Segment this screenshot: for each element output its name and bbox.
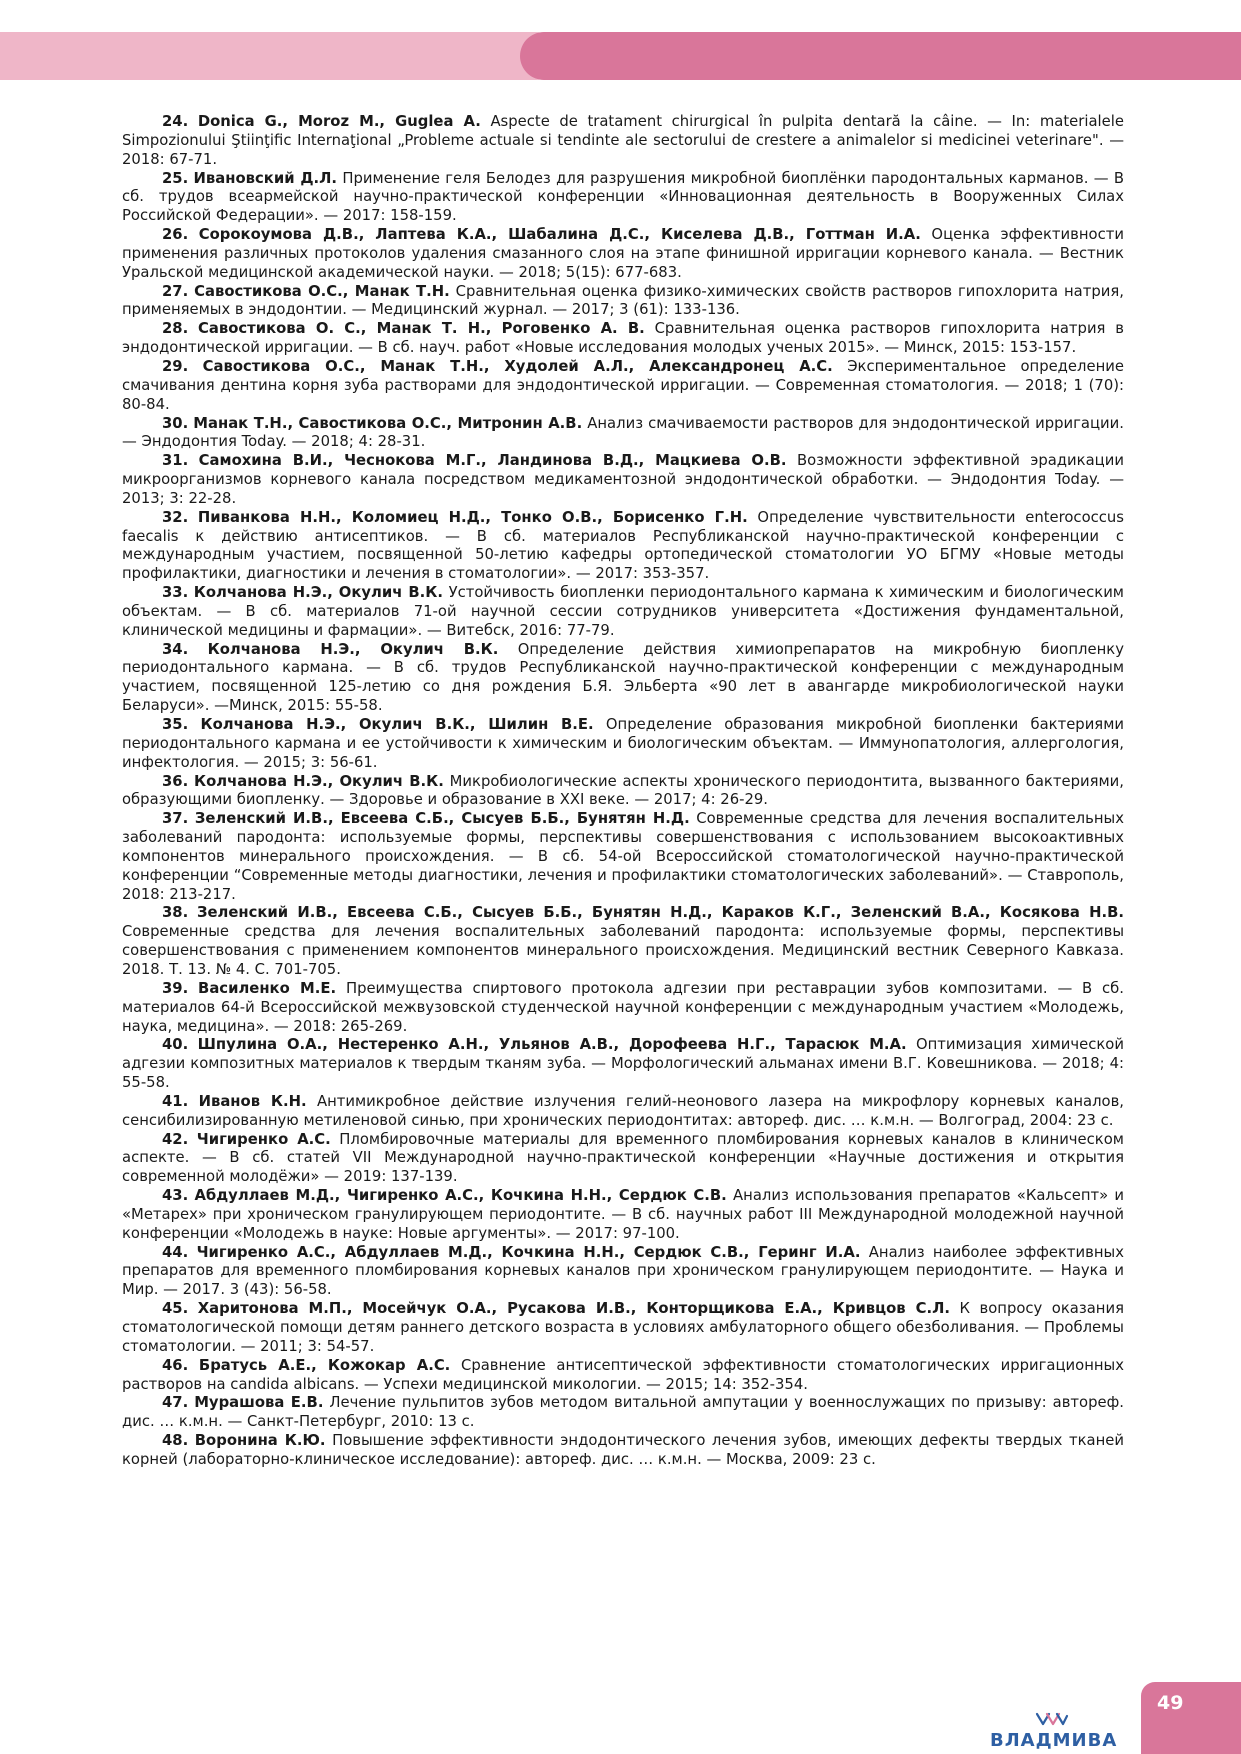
reference-number: 34. (162, 640, 189, 658)
reference-number: 25. (162, 169, 189, 187)
reference-number: 28. (162, 320, 189, 338)
reference-text: Сравнительная оценка физико-химических свойств растворов гипохлорита натрия, применяемых в эндодонтии. — Медицинский журнал. — 2017; 3 (61): 133-136. (122, 282, 1124, 319)
reference-text: Антимикробное действие излучения гелий-неонового лазера на микрофлору корневых каналов, сенсибилизированную метиленовой синью, при хронических периодонтитах: автореф. дис. … к.м.н. — Волгоград, 2004: 23 с. (122, 1092, 1125, 1129)
reference-number: 33. (162, 584, 189, 602)
reference-number: 35. (162, 716, 189, 733)
reference-authors: Сорокоумова Д.В., Лаптева К.А., Шабалина Д.С., Киселева Д.В., Готтман И.А. (198, 226, 921, 244)
reference-authors: Мурашова Е.В. (194, 1394, 324, 1412)
header-band-dark (520, 32, 1241, 80)
reference-item (122, 509, 1124, 584)
reference-text: Устойчивость биопленки периодонтального кармана к химическим и биологическим объектам. — В сб. материалов 71-ой научной сессии сотрудников университета «Достижения фундаментальной, клинической медицины и фармации». — Витебск, 2016: 77-79. (122, 584, 1124, 639)
reference-authors: Манак Т.Н., Савостикова О.С., Митронин А.В. (193, 414, 583, 432)
reference-item (122, 320, 1124, 358)
reference-number: 46. (162, 1356, 189, 1374)
reference-number: 44. (162, 1243, 189, 1261)
reference-authors: Зеленский И.В., Евсеева С.Б., Сысуев Б.Б., Бунятян Н.Д., Караков К.Г., Зеленский В.А., Косякова Н.В. (196, 904, 1124, 922)
reference-item (122, 641, 1124, 716)
reference-item (122, 358, 1124, 415)
reference-authors: Василенко М.Е. (198, 979, 337, 997)
reference-number: 47. (162, 1394, 189, 1412)
reference-authors: Ивановский Д.Л. (193, 169, 338, 187)
reference-item (122, 113, 1124, 170)
reference-text: Aspecte de tratament chirurgical în pulpita dentară la câine. — In: materialele Simpozionului Ştiinţific Internaţional „Probleme actuale si tendinte ale sectorului de crestere a animalelor si medicinei veterinare". — 2018: 67-71. (122, 113, 1124, 168)
reference-item (122, 980, 1124, 1037)
reference-text: Преимущества спиртового протокола адгезии при реставрации зубов композитами. — В сб. материалов 64-й Всероссийской межвузовской студенческой научной конференции с международным участием «Молодежь, наука, медицина». — 2018: 265-269. (122, 979, 1124, 1035)
reference-number: 40. (162, 1036, 189, 1054)
reference-text: Определение образования микробной биопленки бактериями периодонтального кармана и ее устойчивости к химическим и биологическим объектам. — Иммунопатология, аллергология, инфектология. — 2015; 3: 56-61. (122, 716, 1124, 771)
page-number-badge (1141, 1682, 1241, 1754)
reference-item (122, 1432, 1124, 1470)
reference-item (122, 1394, 1124, 1432)
reference-number: 39. (162, 979, 189, 997)
reference-number: 24. (162, 113, 189, 130)
reference-number: 45. (162, 1300, 189, 1318)
reference-authors: Колчанова Н.Э., Окулич В.К. (193, 772, 444, 790)
reference-authors: Савостикова О.С., Манак Т.Н. (194, 282, 450, 300)
reference-text: Применение геля Белодез для разрушения микробной биоплёнки пародонтальных карманов. — В сб. трудов всеармейской научно-практической конференции «Инновационная деятельность в Вооруженных Силах Российской Федерации». — 2017: 158-159. (122, 169, 1124, 225)
reference-item (122, 452, 1124, 509)
reference-number: 37. (162, 810, 189, 828)
reference-text: Пломбировочные материалы для временного пломбирования корневых каналов в клиническом аспекте. — В сб. статей VII Международной научно-практической конференции «Научные достижения и открытия современной молодёжи» — 2019: 137-139. (122, 1130, 1124, 1186)
reference-text: Анализ наиболее эффективных препаратов для временного пломбирования корневых каналов при хроническом гранулирующем периодонтите. — Наука и Мир. — 2017. 3 (43): 56-58. (122, 1243, 1124, 1299)
reference-text: Современные средства для лечения воспалительных заболеваний пародонта: используемые формы, перспективы совершенствования с применением компонентов минерального происхождения. Медицинский вестник Северного Кавказа. 2018. Т. 13. № 4. С. 701-705. (122, 923, 1124, 978)
reference-text: Оценка эффективности применения различных протоколов удаления смазанного слоя на этапе финишной ирригации корневого канала. — Вестник Уральской медицинской академической науки. — 2018; 5(15): 677-683. (122, 226, 1124, 281)
reference-number: 31. (162, 452, 189, 470)
reference-authors: Чигиренко А.С., Абдуллаев М.Д., Кочкина Н.Н., Сердюк С.В., Геринг И.А. (196, 1243, 861, 1261)
reference-item (122, 283, 1124, 321)
reference-item (122, 1244, 1124, 1301)
reference-number: 30. (162, 414, 189, 432)
reference-text: Микробиологические аспекты хронического периодонтита, вызванного бактериями, образующими биопленку. — Здоровье и образование в XXI веке. — 2017; 4: 26-29. (122, 772, 1124, 809)
reference-text: К вопросу оказания стоматологической помощи детям раннего детского возраста в условиях амбулаторного общего обезболивания. — Проблемы стоматологии. — 2011; 3: 54-57. (122, 1300, 1124, 1355)
reference-item (122, 904, 1124, 979)
reference-authors: Братусь А.Е., Кожокар А.С. (198, 1356, 451, 1374)
reference-item (122, 1300, 1124, 1357)
reference-item (122, 1357, 1124, 1395)
reference-number: 36. (162, 772, 189, 790)
reference-text: Анализ использования препаратов «Кальсепт» и «Метарех» при хроническом гранулирующем периодонтите. — В сб. научных работ III Международной молодежной научной конференции «Молодежь в науке: Новые аргументы». — 2017: 97-100. (122, 1187, 1124, 1242)
reference-authors: Колчанова Н.Э., Окулич В.К., Шилин В.Е. (200, 716, 594, 733)
reference-number: 26. (162, 226, 189, 244)
reference-authors: Самохина В.И., Чеснокова М.Г., Ландинова В.Д., Мацкиева О.В. (198, 452, 787, 470)
reference-text: Сравнительная оценка растворов гипохлорита натрия в эндодонтической ирригации. — В сб. науч. работ «Новые исследования молодых ученых 2015». — Минск, 2015: 153-157. (122, 320, 1124, 357)
reference-authors: Колчанова Н.Э., Окулич В.К. (207, 640, 499, 658)
reference-authors: Donica G., Moroz M., Guglea A. (197, 113, 481, 130)
reference-text: Повышение эффективности эндодонтического лечения зубов, имеющих дефекты твердых тканей корней (лабораторно-клиническое исследование): автореф. дис. … к.м.н. — Москва, 2009: 23 с. (122, 1432, 1125, 1468)
reference-authors: Воронина К.Ю. (194, 1432, 326, 1450)
reference-item (122, 773, 1124, 811)
reference-authors: Абдуллаев М.Д., Чигиренко А.С., Кочкина Н.Н., Сердюк С.В. (194, 1187, 727, 1205)
reference-text: Лечение пульпитов зубов методом витальной ампутации у военнослужащих по призыву: автореф. дис. … к.м.н. — Санкт-Петербург, 2010: 13 с. (122, 1394, 1124, 1431)
reference-list (122, 113, 1124, 1470)
reference-authors: Зеленский И.В., Евсеева С.Б., Сысуев Б.Б., Бунятян Н.Д. (194, 810, 690, 828)
reference-item (122, 584, 1124, 641)
reference-number: 32. (162, 508, 189, 526)
reference-authors: Шпулина О.А., Нестеренко А.Н., Ульянов А.В., Дорофеева Н.Г., Тарасюк М.А. (197, 1036, 907, 1054)
reference-authors: Савостикова О. С., Манак Т. Н., Роговенко А. В. (198, 320, 645, 338)
reference-number: 27. (162, 282, 189, 300)
reference-authors: Колчанова Н.Э., Окулич В.К. (193, 584, 444, 602)
reference-number: 48. (162, 1432, 189, 1450)
reference-text: Современные средства для лечения воспалительных заболеваний пародонта: используемые формы, перспективы совершенствования с использованием высокоактивных компонентов минерального происхождения. — В сб. 54-ой Всероссийской стоматологической научно-практической конференции “Современные методы диагностики, лечения и профилактики стоматологических заболеваний». — Ставрополь, 2018: 213-217. (122, 810, 1124, 903)
reference-number: 29. (162, 357, 189, 375)
reference-item (122, 1187, 1124, 1244)
reference-authors: Харитонова М.П., Мосейчук О.А., Русакова И.В., Конторщикова Е.А., Кривцов С.Л. (197, 1300, 950, 1318)
reference-text: Возможности эффективной эрадикации микроорганизмов корневого канала посредством медикаментозной эндодонтической обработки. — Эндодонтия Today. — 2013; 3: 22-28. (122, 452, 1124, 507)
reference-text: Сравнение антисептической эффективности стоматологических ирригационных растворов на candida albicans. — Успехи медицинской микологии. — 2015; 14: 352-354. (122, 1356, 1124, 1393)
reference-number: 38. (162, 904, 189, 922)
reference-text: Оптимизация химической адгезии композитных материалов к твердым тканям зуба. — Морфологический альманах имени В.Г. Ковешникова. — 2018; 4: 55-58. (122, 1036, 1124, 1092)
reference-item (122, 810, 1124, 904)
reference-authors: Чигиренко А.С. (196, 1130, 331, 1148)
reference-text: Экспериментальное определение смачивания дентина корня зуба растворами для эндодонтической ирригации. — Современная стоматология. — 2018; 1 (70): 80-84. (122, 357, 1124, 413)
reference-item (122, 1131, 1124, 1188)
reference-authors: Пиванкова Н.Н., Коломиец Н.Д., Тонко О.В., Борисенко Г.Н. (197, 508, 748, 526)
page-number: 49 (1157, 1692, 1184, 1714)
reference-text: Определение действия химиопрепаратов на микробную биопленку периодонтального кармана. — В сб. трудов Республиканской научно-практической конференции с международным участием, посвященной 125-летию со дня рождения Б.Я. Эльберта «90 лет в авангарде микробиологической науки Беларуси». —Минск, 2015: 55-58. (122, 640, 1124, 715)
header-band-light (0, 32, 560, 80)
reference-number: 41. (162, 1092, 189, 1110)
reference-authors: Савостикова О.С., Манак Т.Н., Худолей А.Л., Александронец А.С. (202, 357, 833, 375)
reference-authors: Иванов К.Н. (198, 1092, 307, 1110)
reference-item (122, 1093, 1124, 1131)
reference-text: Определение чувствительности enterococcus faecalis к действию антисептиков. — В сб. материалов Республиканской научно-практической конференции с международным участием, посвященной 50-летию кафедры ортопедической стоматологии УО БГМУ «Новые методы профилактики, диагностики и лечения в стоматологии». — 2017: 353-357. (122, 508, 1124, 583)
reference-item (122, 415, 1124, 453)
reference-text: Анализ смачиваемости растворов для эндодонтической ирригации. — Эндодонтия Today. — 2018; 4: 28-31. (122, 414, 1124, 451)
reference-number: 42. (162, 1130, 189, 1148)
vladmiva-logo-icon (1035, 1711, 1069, 1727)
reference-item (122, 1036, 1124, 1093)
reference-item (122, 716, 1124, 773)
publisher-logo-text: ВЛАДМИВА (990, 1730, 1118, 1751)
reference-item (122, 226, 1124, 283)
reference-item (122, 170, 1124, 227)
reference-number: 43. (162, 1187, 189, 1205)
